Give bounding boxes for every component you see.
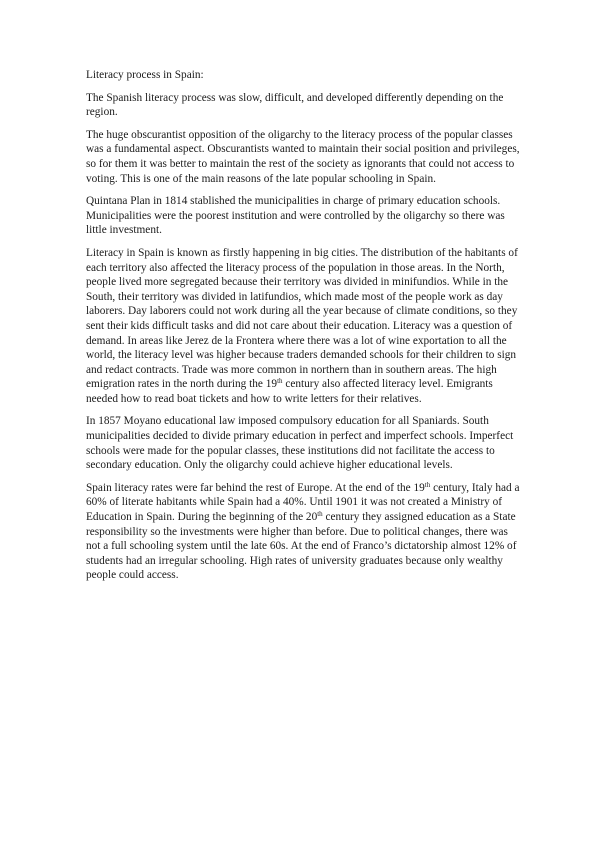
paragraph-3: Quintana Plan in 1814 stablished the municipalities in charge of primary education schools. Municipalities were the poorest institution and were controlled by the oligarchy so there was little investment. [86,195,505,237]
paragraph-2: The huge obscurantist opposition of the oligarchy to the literacy process of the popular classes was a fundamental aspect. Obscurantists wanted to maintain their social position and privileges, so for them it was better to maintain the rest of the society as ignorants that could not access to voting. This is one of the main reasons of the late popular schooling in Spain. [86,128,520,185]
paragraph-6 [86,481,520,583]
ordinal-superscript: th [317,510,323,519]
paragraph-5: In 1857 Moyano educational law imposed compulsory education for all Spaniards. South municipalities decided to divide primary education in perfect and imperfect schools. Imperfect schools were made for the popular classes, these institutions did not facilitate the access to secondary education. Only the oligarchy could achieve higher educational levels. [86,415,514,472]
document-title: Literacy process in Spain: [86,69,204,81]
ordinal-superscript: th [277,377,283,386]
paragraph-6-text-b: century, Italy had a 60% of literate habitants while Spain had a 40%. Until 1901 it was not created a Ministry of Education in Spain. During the beginning of the 20 [86,481,520,524]
paragraph-4 [86,246,520,407]
paragraph-4-text-a: Literacy in Spain is known as firstly happening in big cities. The distribution of the habitants of each territory also affected the literacy process of the population in those areas. In the North, people lived more segregated because their territory was divided in minifundios. While in the South, their territory was divided in latifundios, which made most of the people work as day laborers. Day laborers could not work during all the year because of climate conditions, so they sent their kids difficult tasks and did not care about their education. Literacy was a question of demand. In areas like Jerez de la Frontera where there was a lot of wine exportation to all the world, the literacy level was higher because traders demanded schools for their children to sign and redact contracts. Trade was more common in northern than in southern areas. The high emigration rates in the north during the 19 [86,246,518,391]
paragraph-1: The Spanish literacy process was slow, difficult, and developed differently depending on the region. [86,91,504,119]
paragraph-6-text-c: century they assigned education as a State responsibility so the investments were higher than before. Due to political changes, there was not a full schooling system until the late 60s. At the end of Franco’s dictatorship almost 12% of students had an irregular schooling. High rates of university graduates because only wealthy people could access. [86,511,517,582]
paragraph-6-text-a: Spain literacy rates were far behind the rest of Europe. At the end of the 19 [86,481,425,494]
ordinal-superscript: th [424,480,431,489]
paragraph-4-text-b: century also affected literacy level. Emigrants needed how to read boat tickets and how to write letters for their relatives. [86,378,493,405]
document-body [86,68,520,591]
